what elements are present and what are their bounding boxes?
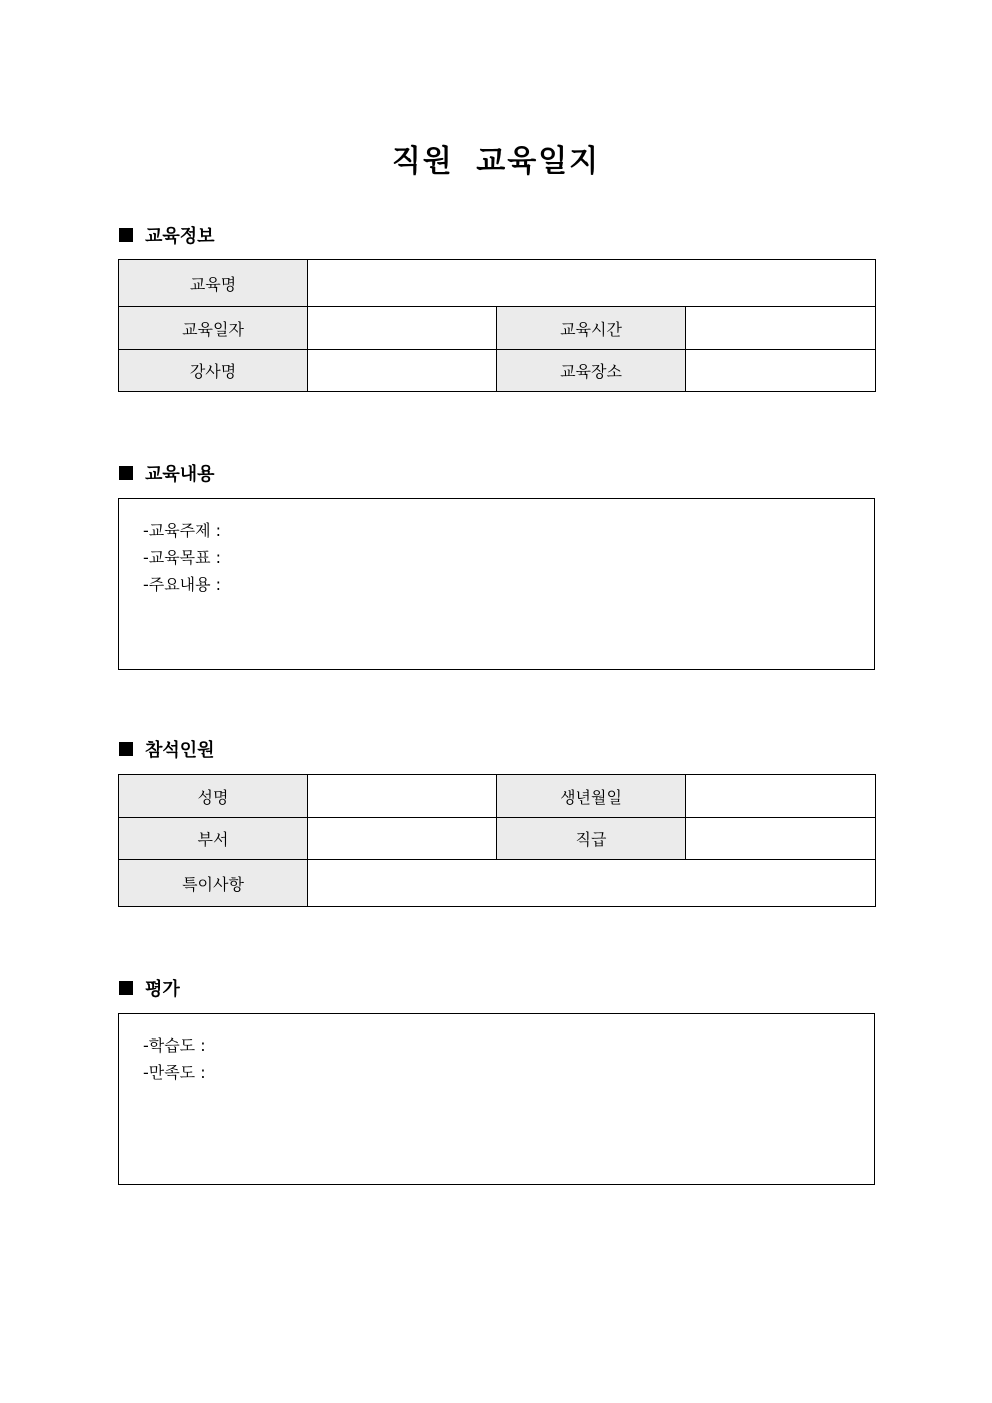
page-title: 직원 교육일지	[391, 144, 601, 179]
table-row	[119, 307, 876, 350]
label-education-time: 교육시간	[497, 307, 686, 350]
section-heading-evaluation	[119, 976, 180, 1000]
field-position[interactable]	[686, 818, 876, 860]
table-row	[119, 260, 876, 307]
square-bullet-icon	[119, 466, 133, 480]
field-education-time[interactable]	[686, 307, 876, 350]
section-title-content: 교육내용	[145, 464, 215, 485]
label-position: 직급	[497, 818, 686, 860]
label-birth-date: 생년월일	[497, 775, 686, 818]
field-education-name[interactable]	[308, 260, 876, 307]
content-main-line: -주요내용 :	[143, 575, 222, 594]
section-heading-content	[119, 461, 215, 485]
square-bullet-icon	[119, 228, 133, 242]
square-bullet-icon	[119, 742, 133, 756]
square-bullet-icon	[119, 981, 133, 995]
education-content-box[interactable]	[118, 498, 875, 670]
table-row	[119, 775, 876, 818]
education-info-table	[118, 259, 876, 392]
section-title-info: 교육정보	[145, 226, 215, 247]
table-row	[119, 350, 876, 392]
field-attendee-name[interactable]	[308, 775, 497, 818]
field-department[interactable]	[308, 818, 497, 860]
field-notes[interactable]	[308, 860, 876, 907]
attendee-table	[118, 774, 876, 907]
section-title-attendee: 참석인원	[145, 740, 215, 761]
content-topic-line: -교육주제 :	[143, 521, 222, 540]
content-goal-line: -교육목표 :	[143, 548, 222, 567]
label-education-name: 교육명	[119, 260, 308, 307]
field-location[interactable]	[686, 350, 876, 392]
section-heading-attendee	[119, 737, 215, 761]
label-education-date: 교육일자	[119, 307, 308, 350]
label-attendee-name: 성명	[119, 775, 308, 818]
label-instructor: 강사명	[119, 350, 308, 392]
evaluation-box[interactable]	[118, 1013, 875, 1185]
field-instructor[interactable]	[308, 350, 497, 392]
field-education-date[interactable]	[308, 307, 497, 350]
table-row	[119, 860, 876, 907]
evaluation-learning-line: -학습도 :	[143, 1036, 206, 1055]
label-department: 부서	[119, 818, 308, 860]
section-title-evaluation: 평가	[145, 979, 180, 1000]
evaluation-satisfaction-line: -만족도 :	[143, 1063, 206, 1082]
label-notes: 특이사항	[119, 860, 308, 907]
label-location: 교육장소	[497, 350, 686, 392]
field-birth-date[interactable]	[686, 775, 876, 818]
section-heading-info	[119, 223, 215, 247]
table-row	[119, 818, 876, 860]
